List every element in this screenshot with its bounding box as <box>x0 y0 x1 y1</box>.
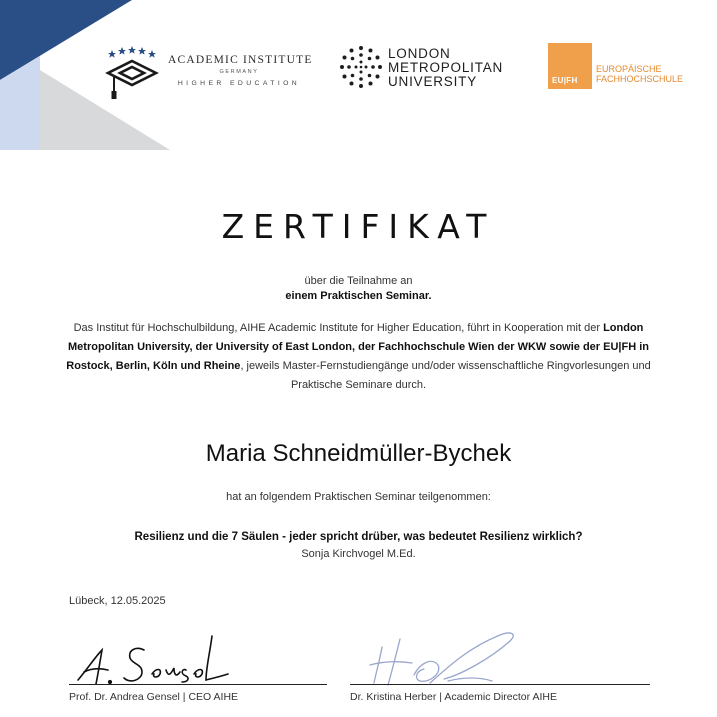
paragraph-partners: London Metropolitan University, der University of East London, der Fachhochschule Wien der WKW sowie der EU|FH in Rostock, Berlin, Köln und Rheine <box>66 322 649 372</box>
intro-line-1: über die Teilnahme an <box>304 275 413 287</box>
place-date: Lübeck, 12.05.2025 <box>69 595 166 607</box>
dotted-circle-icon <box>338 44 384 90</box>
participation-text: hat an folgendem Praktischen Seminar teilgenommen: <box>226 491 491 503</box>
graduation-cap-stars-icon <box>100 44 162 102</box>
eufh-line2: FACHHOCHSCHULE <box>596 74 684 84</box>
eufh-logo <box>548 43 708 89</box>
signature-line-left <box>69 684 327 685</box>
lmu-line2: METROPOLITAN <box>388 60 504 75</box>
aihe-country: GERMANY <box>219 69 259 75</box>
lmu-logo <box>338 44 528 96</box>
eufh-mark <box>548 43 592 89</box>
lmu-line3: UNIVERSITY <box>388 74 478 89</box>
eufh-line1: EUROPÄISCHE <box>596 64 662 74</box>
aihe-subtitle: HIGHER EDUCATION <box>177 80 301 87</box>
seminar-title: Resilienz und die 7 Säulen - jeder spricht drüber, was bedeutet Resilienz wirklich? <box>134 531 583 543</box>
lecturer-name: Sonja Kirchvogel M.Ed. <box>301 548 416 560</box>
signature-line-right <box>350 684 650 685</box>
eufh-abbr: EU|FH <box>552 76 578 85</box>
aihe-logo <box>100 44 313 102</box>
paragraph-part-1: Das Institut für Hochschulbildung, AIHE Academic Institute for Higher Education, führt in Kooperation mit der <box>73 322 604 334</box>
signature-caption-right: Dr. Kristina Herber | Academic Director AIHE <box>350 691 557 703</box>
institution-paragraph <box>60 319 657 395</box>
participant-name: Maria Schneidmüller-Bychek <box>205 440 512 467</box>
lmu-line1: LONDON <box>388 46 451 61</box>
intro-line-2: einem Praktischen Seminar. <box>285 290 432 302</box>
certificate-title: ZERTIFIKAT <box>221 207 496 246</box>
aihe-name: ACADEMIC INSTITUTE <box>168 54 313 66</box>
signature-left <box>70 628 260 698</box>
paragraph-part-2: , jeweils Master-Fernstudiengänge und/oder wissenschaftliche Ringvorlesungen und Praktische Seminare durch. <box>240 360 651 391</box>
signature-caption-left: Prof. Dr. Andrea Gensel | CEO AIHE <box>69 691 239 703</box>
